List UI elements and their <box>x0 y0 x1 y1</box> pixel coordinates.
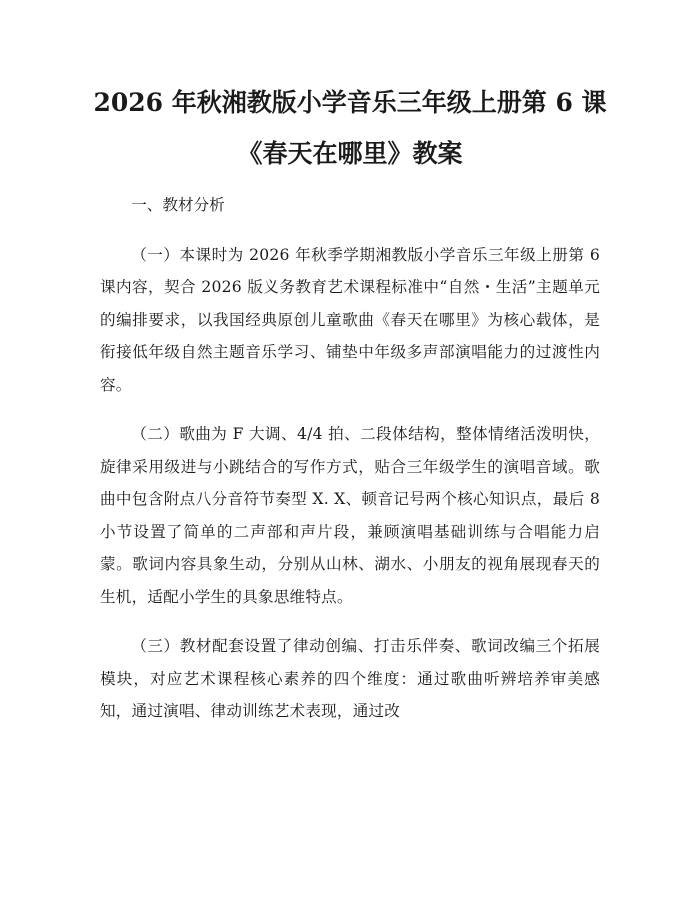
document-title-line-1: 2026 年秋湘教版小学音乐三年级上册第 6 课 <box>93 88 607 117</box>
document-title-line-2: 《春天在哪里》教案 <box>237 139 463 168</box>
document-body <box>100 189 600 728</box>
section-heading: 一、教材分析 <box>131 196 225 214</box>
paragraph-3: （三）教材配套设置了律动创编、打击乐伴奏、歌词改编三个拓展模块，对应艺术课程核心素养的四个维度：通过歌曲听辨培养审美感知，通过演唱、律动训练艺术表现，通过改 <box>100 637 600 720</box>
paragraph-2: （二）歌曲为 F 大调、4/4 拍、二段体结构，整体情绪活泼明快，旋律采用级进与小跳结合的写作方式，贴合三年级学生的演唱音域。歌曲中包含附点八分音符节奏型 X. X、顿音记号两个核心知识点，最后 8 小节设置了简单的二声部和声片段，兼顾演唱基础训练与合唱能力启蒙。歌词内容具象生动，分别从山林、湖水、小朋友的视角展现春天的生机，适配小学生的具象思维特点。 <box>100 425 600 606</box>
paragraph-1: （一）本课时为 2026 年秋季学期湘教版小学音乐三年级上册第 6 课内容，契合 2026 版义务教育艺术课程标准中“自然・生活”主题单元的编排要求，以我国经典原创儿童歌曲《春天在哪里》为核心载体，是衔接低年级自然主题音乐学习、铺垫中年级多声部演唱能力的过渡性内容。 <box>100 245 600 394</box>
